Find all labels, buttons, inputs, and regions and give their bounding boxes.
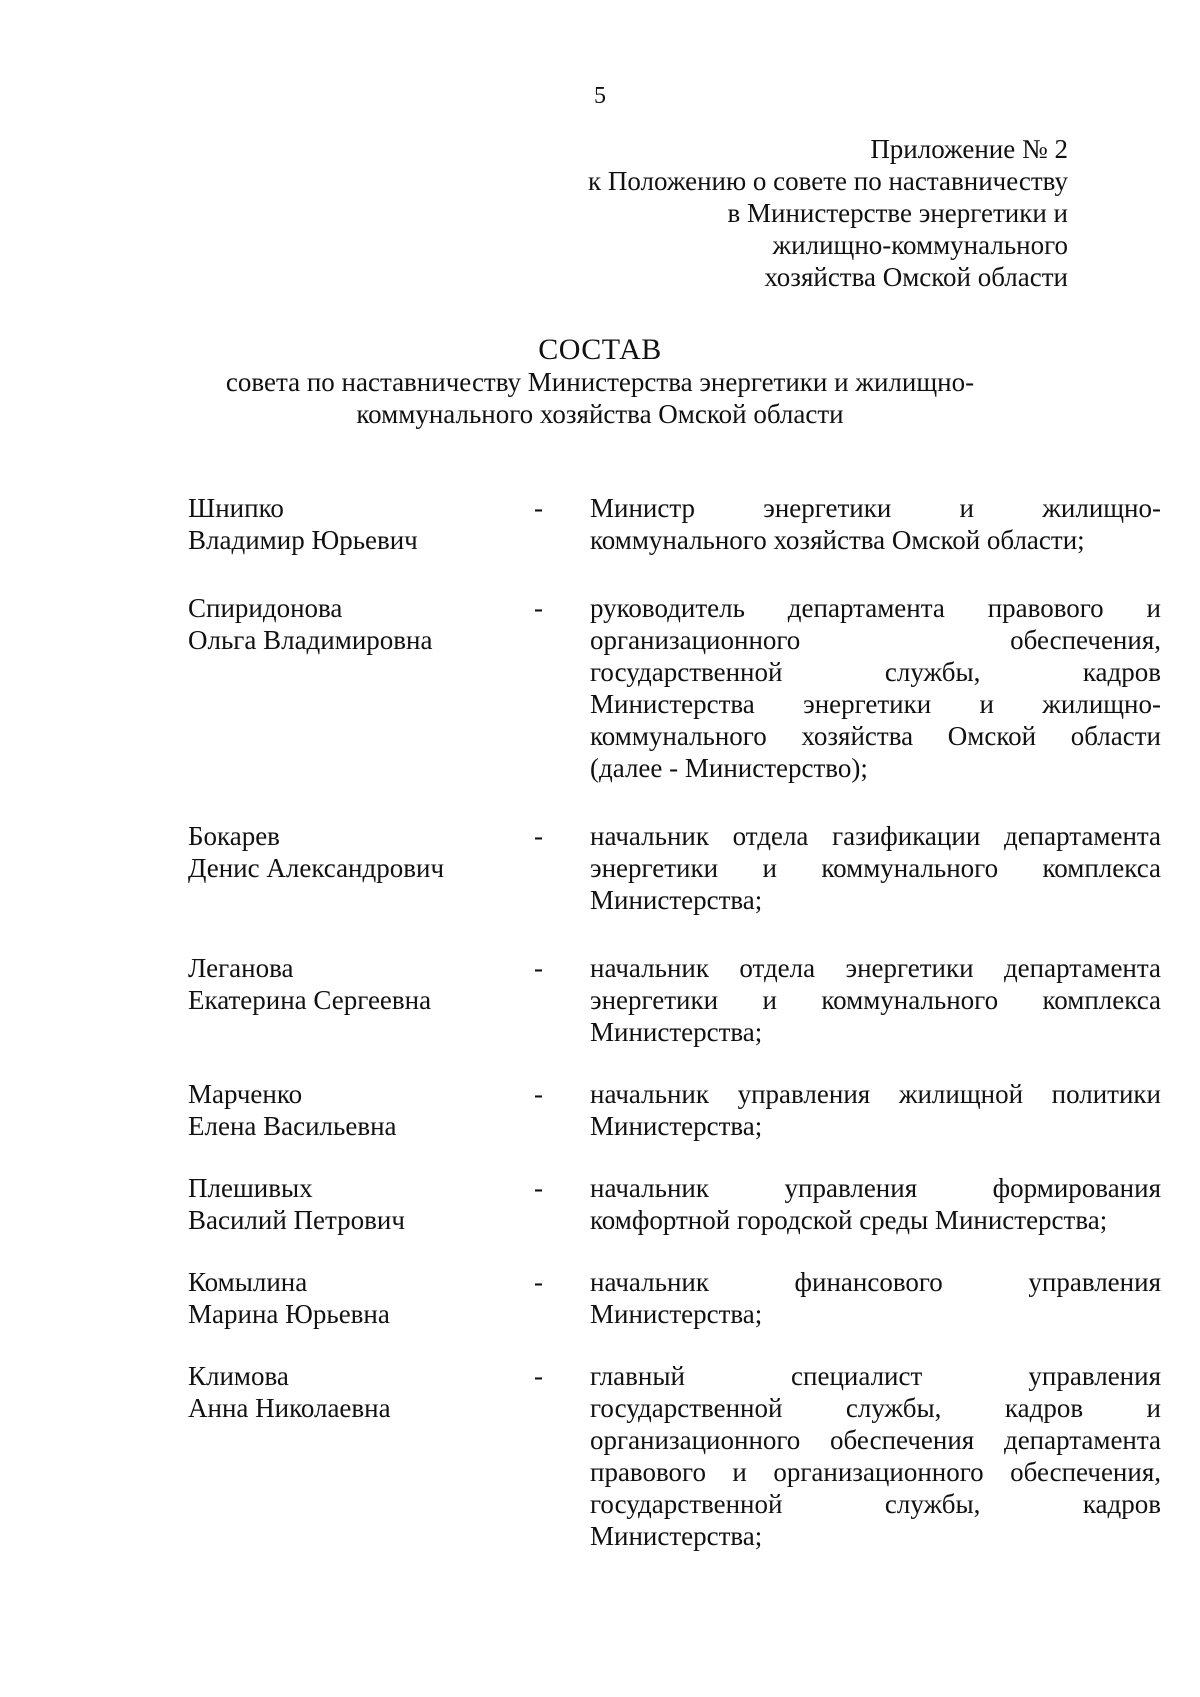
member-role-line: начальник финансового управления bbox=[590, 1267, 1161, 1297]
member-role-line: организационного обеспечения, bbox=[590, 625, 1161, 655]
member-role-line: Министерства энергетики и жилищно- bbox=[590, 689, 1161, 719]
member-surname: Леганова bbox=[188, 953, 294, 983]
member-role bbox=[590, 952, 1161, 1048]
member-role-line: Министерства; bbox=[590, 1017, 763, 1047]
member-surname: Плешивых bbox=[188, 1173, 313, 1203]
members-list bbox=[188, 462, 1161, 1552]
member-role-line: коммунального хозяйства Омской области; bbox=[590, 525, 1085, 555]
member-role bbox=[590, 1266, 1161, 1330]
member-role-line: начальник отдела газификации департамента bbox=[590, 821, 1161, 851]
member-given-name: Елена Васильевна bbox=[188, 1111, 397, 1141]
member-role-line: (далее - Министерство); bbox=[590, 753, 868, 783]
appendix-line: к Положению о совете по наставничеству bbox=[588, 166, 1068, 196]
member-surname: Климова bbox=[188, 1361, 289, 1391]
member-role-line: Министерства; bbox=[590, 1111, 763, 1141]
member-role-line: Министерства; bbox=[590, 885, 763, 915]
member-given-name: Марина Юрьевна bbox=[188, 1299, 390, 1329]
member-given-name: Владимир Юрьевич bbox=[188, 525, 418, 555]
member-dash: - bbox=[534, 1079, 543, 1109]
member-row bbox=[188, 592, 1161, 784]
member-role-line: Министерства; bbox=[590, 1299, 763, 1329]
member-role-line: правового и организационного обеспечения, bbox=[590, 1457, 1161, 1487]
appendix-line: хозяйства Омской области bbox=[764, 262, 1068, 292]
member-surname: Марченко bbox=[188, 1079, 303, 1109]
page-number: 5 bbox=[594, 83, 606, 109]
member-surname: Спиридонова bbox=[188, 593, 343, 623]
member-dash: - bbox=[534, 1267, 543, 1297]
member-role-line: Министерства; bbox=[590, 1521, 763, 1551]
member-role bbox=[590, 1078, 1161, 1142]
member-name bbox=[188, 492, 534, 556]
document-title: СОСТАВ bbox=[538, 333, 662, 366]
member-given-name: Екатерина Сергеевна bbox=[188, 985, 432, 1015]
member-role bbox=[590, 492, 1161, 556]
member-role bbox=[590, 1360, 1161, 1552]
member-role-line: главный специалист управления bbox=[590, 1361, 1161, 1391]
member-row bbox=[188, 1172, 1161, 1236]
subtitle-line: коммунального хозяйства Омской области bbox=[356, 399, 844, 429]
member-role-line: начальник отдела энергетики департамента bbox=[590, 953, 1161, 983]
member-row bbox=[188, 1360, 1161, 1552]
member-role-line: энергетики и коммунального комплекса bbox=[590, 853, 1161, 883]
member-surname: Комылина bbox=[188, 1267, 308, 1297]
member-name bbox=[188, 1360, 534, 1424]
member-row bbox=[188, 952, 1161, 1048]
member-name bbox=[188, 1078, 534, 1142]
member-given-name: Денис Александрович bbox=[188, 853, 445, 883]
member-role-line: комфортной городской среды Министерства; bbox=[590, 1205, 1108, 1235]
appendix-header bbox=[588, 133, 1068, 293]
member-role-line: руководитель департамента правового и bbox=[590, 593, 1161, 623]
member-role-line: начальник управления формирования bbox=[590, 1173, 1161, 1203]
member-role-line: государственной службы, кадров bbox=[590, 1489, 1161, 1519]
member-role bbox=[590, 1172, 1161, 1236]
member-name bbox=[188, 1172, 534, 1236]
member-role bbox=[590, 592, 1161, 784]
member-dash: - bbox=[534, 821, 543, 851]
member-role bbox=[590, 820, 1161, 916]
member-surname: Бокарев bbox=[188, 821, 280, 851]
member-name bbox=[188, 1266, 534, 1330]
member-given-name: Василий Петрович bbox=[188, 1205, 405, 1235]
member-row bbox=[188, 820, 1161, 916]
member-name bbox=[188, 952, 534, 1016]
appendix-line: жилищно-коммунального bbox=[772, 230, 1068, 260]
member-role-line: организационного обеспечения департамента bbox=[590, 1425, 1161, 1455]
appendix-line: Приложение № 2 bbox=[870, 134, 1068, 164]
member-role-line: Министр энергетики и жилищно- bbox=[590, 493, 1161, 523]
member-given-name: Ольга Владимировна bbox=[188, 625, 433, 655]
member-role-line: начальник управления жилищной политики bbox=[590, 1079, 1161, 1109]
member-row bbox=[188, 492, 1161, 556]
member-role-line: энергетики и коммунального комплекса bbox=[590, 985, 1161, 1015]
member-role-line: государственной службы, кадров bbox=[590, 657, 1161, 687]
member-role-line: коммунального хозяйства Омской области bbox=[590, 721, 1161, 751]
member-dash: - bbox=[534, 1173, 543, 1203]
document-subtitle bbox=[0, 366, 1200, 430]
member-dash: - bbox=[534, 493, 543, 523]
member-dash: - bbox=[534, 593, 543, 623]
member-given-name: Анна Николаевна bbox=[188, 1393, 391, 1423]
member-dash: - bbox=[534, 1361, 543, 1391]
appendix-line: в Министерстве энергетики и bbox=[727, 198, 1068, 228]
subtitle-line: совета по наставничеству Министерства энергетики и жилищно- bbox=[225, 367, 975, 397]
member-name bbox=[188, 592, 534, 656]
member-row bbox=[188, 1266, 1161, 1330]
member-surname: Шнипко bbox=[188, 493, 284, 523]
member-role-line: государственной службы, кадров и bbox=[590, 1393, 1161, 1423]
member-row bbox=[188, 1078, 1161, 1142]
member-name bbox=[188, 820, 534, 884]
member-dash: - bbox=[534, 953, 543, 983]
